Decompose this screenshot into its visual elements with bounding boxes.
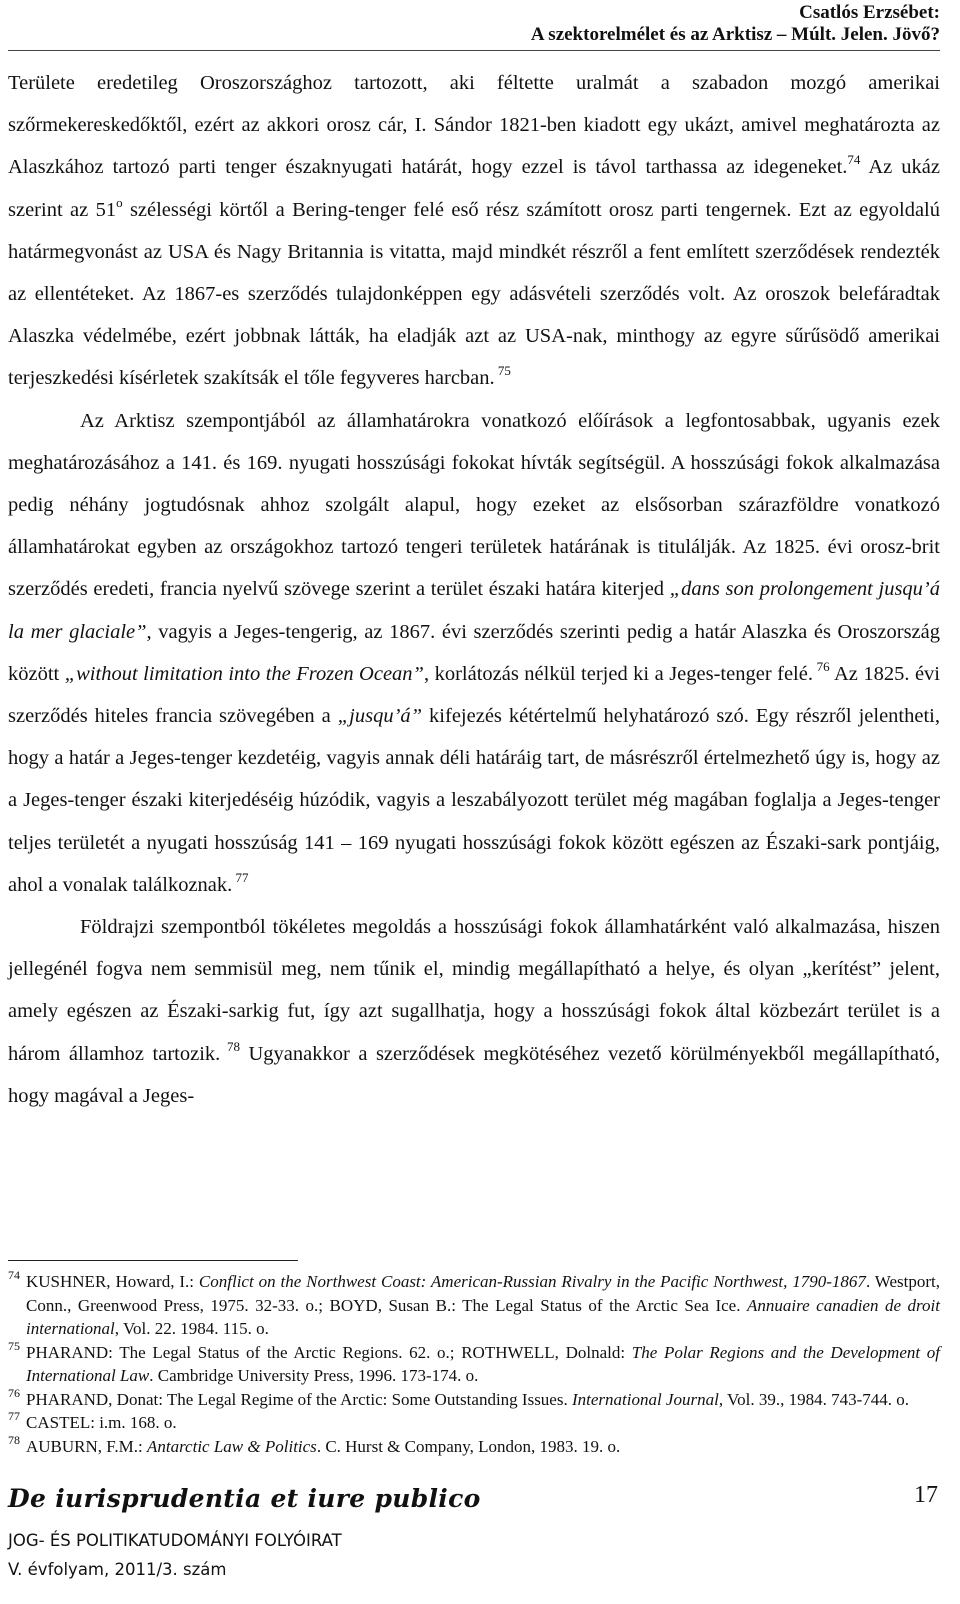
footnote-74 [8, 1270, 940, 1341]
journal-name: De iurisprudentia et iure publico [8, 1484, 481, 1513]
text-run: , Vol. 22. 1984. 115. o. [114, 1319, 269, 1338]
footnote-ref: 78 [220, 1038, 240, 1054]
text-run: szélességi körtől a Bering-tenger felé eső rész számított orosz parti tengernek. Ezt az egyoldalú határmegvonást az USA és Nagy Britannia is vitatta, majd mindkét részről a fent említett szerződések rendezték az ellentéteket. Az 1867-es szerződés tulajdonképpen egy adásvételi szerződés volt. Az oroszok belefáradtak Alaszka védelmébe, ezért jobbnak látták, ha eladják azt az USA-nak, minthogy az egyre sűrűsödő amerikai terjeszkedési kísérletek szakítsák el tőle fegyveres harcban. [8, 198, 940, 390]
header-title: A szektorelmélet és az Arktisz – Múlt. Jelen. Jövő? [530, 24, 940, 45]
text-run: Az ukáz szerint az 51 [8, 156, 940, 221]
body-text [8, 62, 940, 1117]
footnote-ref: 76 [812, 658, 830, 674]
footnote-76 [8, 1385, 940, 1412]
header-rule [8, 50, 940, 51]
footnote-ref: o [116, 194, 123, 210]
footnote-75 [8, 1338, 940, 1388]
running-header [531, 2, 940, 46]
italic-text: Conflict on the Northwest Coast: American-Russian Rivalry in the Pacific Northwest, 1790-1867 [198, 1272, 866, 1291]
journal-volume: V. évfolyam, 2011/3. szám [8, 1560, 227, 1579]
text-run: AUBURN, F.M.: [26, 1436, 147, 1456]
text-run: Az Arktisz szempontjából az államhatárokra vonatkozó előírások a legfontosabbak, ugyanis ezek meghatározásához a 141. és 169. nyugati hosszúsági fokokat hívták segítségül. A hosszúsági fokok alkalmazása pedig néhány jogtudósnak ahhoz szolgált alapul, hogy ezeket az elsősorban szárazföldre vonatkozó államhatárokat egyben az országokhoz tartozó tengeri területek határának is titulálják. Az 1825. évi orosz-brit szerződés eredeti, francia nyelvű szövege szerint a terület északi határa kiterjed [8, 409, 940, 601]
journal-subtitle-block [8, 1526, 342, 1584]
text-run: PHARAND, Donat: The Legal Regime of the Arctic: Some Outstanding Issues. [26, 1389, 572, 1409]
paragraph-2 [8, 400, 940, 906]
footnote-78 [8, 1432, 940, 1459]
text-run: . Cambridge University Press, 1996. 173-174. o. [149, 1366, 479, 1385]
text-run: kifejezés kétértelmű helyhatározó szó. Egy részről jelentheti, hogy a határ a Jeges-tenger kezdetéig, vagyis annak déli határáig tart, de másrészről értelmezhető úgy is, hogy az a Jeges-tenger északi kiterjedéséig húzódik, vagyis a leszabályozott terület még magában foglalja a Jeges-tenger teljes területét a nyugati hosszúság 141 – 169 nyugati hosszúsági fokok között egészen az Északi-sark pontjáig, ahol a vonalak találkoznak. [8, 705, 940, 896]
italic-text: Antarctic Law & Politics [146, 1436, 317, 1456]
paragraph-1 [8, 62, 940, 400]
header-author: Csatlós Erzsébet: [799, 2, 940, 23]
text-run: PHARAND: The Legal Status of the Arctic Regions. 62. o.; ROTHWELL, Dolnald: [26, 1342, 632, 1362]
text-run: KUSHNER, Howard, I.: [26, 1272, 199, 1291]
paragraph-3 [8, 906, 940, 1117]
text-run: Ugyanakkor a szerződések megkötéséhez vezető körülményekből megállapítható, hogy magával a Jeges- [8, 1042, 940, 1107]
text-run: , vagyis a Jeges-tengerig, az 1867. évi szerződés szerinti pedig a határ Alaszka és Oroszország között [8, 620, 941, 685]
text-run: Az 1825. évi szerződés hiteles francia szövegében a [8, 662, 941, 728]
footnote-number: 75 [8, 1338, 20, 1353]
text-run: , korlátozás nélkül terjed ki a Jeges-tenger felé. [423, 662, 813, 685]
italic-text: Annuaire canadien de droit international [26, 1295, 940, 1338]
page-number: 17 [914, 1482, 938, 1508]
footnote-number: 76 [8, 1385, 20, 1400]
text-run: Földrajzi szempontból tökéletes megoldás a hosszúsági fokok államhatárként való alkalmazása, hiszen jellegénél fogva nem semmisül meg, nem tűnik el, mindig megállapítható a helye, és olyan „kerítést” jelent, amely egészen az Északi-sarkig fut, így azt sugallhatja, hogy a hosszúsági fokok által közbezárt terület is a három államhoz tartozik. [8, 916, 940, 1065]
footnotes [8, 1270, 940, 1458]
text-run: . Westport, Conn., Greenwood Press, 1975. 32-33. o.; BOYD, Susan B.: The Legal Status of the Arctic Sea Ice. [26, 1272, 940, 1315]
footnote-ref: 75 [494, 363, 511, 379]
text-run: Vol. 39., 1984. 743-744. o. [723, 1389, 909, 1409]
footnote-number: 74 [8, 1268, 20, 1282]
footnote-77 [8, 1411, 940, 1435]
text-run: Területe eredetileg Oroszországhoz tartozott, aki féltette uralmát a szabadon mozgó amerikai szőrmekereskedőktől, ezért az akkori orosz cár, I. Sándor 1821-ben kiadott egy ukázt, amivel meghatározta az Alaszkához tartozó parti tenger északnyugati határát, hogy ezzel is távol tarthassa az idegeneket. [8, 72, 940, 179]
italic-text: „dans son prolongement jusqu’á la mer glaciale” [8, 578, 940, 643]
footnote-number: 77 [8, 1409, 20, 1423]
text-run: CASTEL: i.m. 168. o. [26, 1413, 177, 1432]
italic-text: „without limitation into the Frozen Ocean” [64, 662, 424, 685]
journal-subtitle: JOG- ÉS POLITIKATUDOMÁNYI FOLYÓIRAT [8, 1531, 342, 1550]
footnote-number: 78 [8, 1432, 20, 1447]
footnote-ref: 77 [232, 869, 249, 885]
footnote-rule [8, 1260, 298, 1261]
italic-text: International Journal, [571, 1389, 724, 1409]
italic-text: „jusqu’á” [337, 705, 423, 728]
footnote-ref: 74 [847, 152, 861, 168]
italic-text: The Polar Regions and the Development of International Law [26, 1342, 940, 1385]
text-run: . C. Hurst & Company, London, 1983. 19. o. [316, 1436, 621, 1456]
